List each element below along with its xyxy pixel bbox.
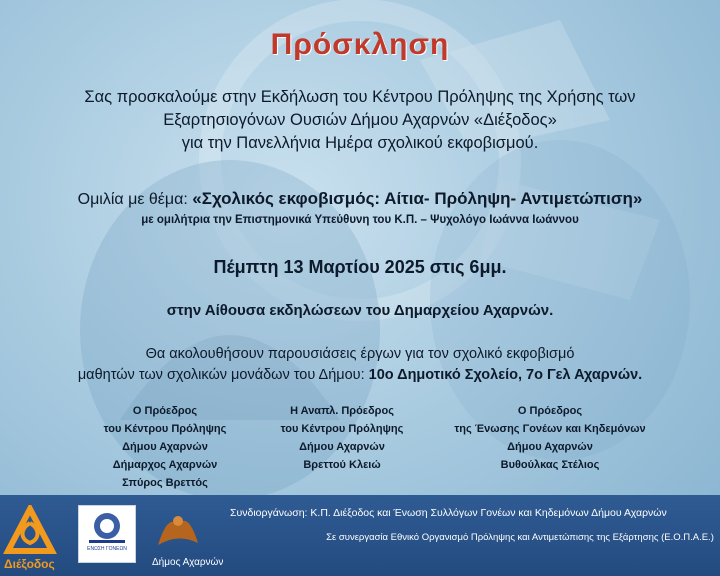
municipality-emblem-icon <box>148 505 208 555</box>
co-organization-text: Συνδιοργάνωση: Κ.Π. Διέξοδος και Ένωση Συλλόγων Γονέων και Κηδεμόνων Δήμου Αχαρνών <box>230 507 667 519</box>
page-title: Πρόσκληση <box>270 28 450 61</box>
signature-block-parents-union <box>440 402 660 474</box>
follow-line-1: Θα ακολουθήσουν παρουσιάσεις έργων για τον σχολικό εκφοβισμό <box>145 346 575 362</box>
intro-line-1: Σας προσκαλούμε στην Εκδήλωση του Κέντρου Πρόληψης της Χρήσης των <box>84 88 636 106</box>
speaker-line: με ομιλήτρια την Επιστημονικά Υπεύθυνη του Κ.Π. – Ψυχολόγο Ιωάννα Ιωάννου <box>141 214 579 226</box>
follow-line-2-prefix: μαθητών των σχολικών μονάδων του Δήμου: <box>77 367 369 383</box>
event-venue: στην Αίθουσα εκδηλώσεων του Δημαρχείου Αχαρνών. <box>166 302 554 319</box>
intro-line-3: για την Πανελλήνια Ημέρα σχολικού εκφοβισμού. <box>181 134 539 152</box>
speech-title: «Σχολικός εκφοβισμός: Αίτια- Πρόληψη- Αντιμετώπιση» <box>192 189 643 208</box>
parents-union-logo <box>78 505 136 563</box>
diexodos-logo-icon <box>0 505 60 557</box>
parents-union-logo-label: ΕΝΩΣΗ ΓΟΝΕΩΝ <box>87 546 127 552</box>
signature-line: Βρεττού Κλειώ <box>303 459 381 471</box>
speech-prefix: Ομιλία με θέμα: <box>77 191 193 208</box>
intro-line-2: Εξαρτησιογόνων Ουσιών Δήμου Αχαρνών «Διέξοδος» <box>163 111 557 129</box>
signature-line: Δήμου Αχαρνών <box>507 441 593 453</box>
municipality-logo <box>148 505 238 573</box>
signature-line: Δήμου Αχαρνών <box>299 441 385 453</box>
signature-line: Δήμαρχος Αχαρνών <box>112 459 218 471</box>
school-names: 10ο Δημοτικό Σχολείο, 7ο Γελ Αχαρνών. <box>368 367 643 383</box>
follow-line-2 <box>0 365 720 386</box>
follow-text <box>0 344 720 386</box>
diexodos-logo <box>0 505 60 573</box>
speech-topic <box>0 189 720 209</box>
signature-line: Βυθούλκας Στέλιος <box>500 459 600 471</box>
signature-line: της Ένωσης Γονέων και Κηδεμόνων <box>454 423 646 435</box>
signature-line: του Κέντρου Πρόληψης <box>280 423 404 435</box>
cooperation-text: Σε συνεργασία Εθνικό Οργανισμό Πρόληψης και Αντιμετώπισης της Εξάρτησης (Ε.Ο.Π.Α.Ε.) <box>326 532 714 543</box>
event-date: Πέμπτη 13 Μαρτίου 2025 στις 6μμ. <box>213 257 507 277</box>
parents-union-emblem-icon <box>79 506 135 546</box>
signature-block-vice-president <box>262 402 422 474</box>
municipality-logo-label: Δήμος Αχαρνών <box>152 557 224 568</box>
signature-line: Δήμου Αχαρνών <box>122 441 208 453</box>
signature-block-president <box>90 402 240 492</box>
signature-line: του Κέντρου Πρόληψης <box>103 423 227 435</box>
signature-line: Η Αναπλ. Πρόεδρος <box>290 405 394 417</box>
signature-line: Σπύρος Βρεττός <box>122 477 208 489</box>
intro-text <box>0 86 720 155</box>
signature-line: Ο Πρόεδρος <box>132 405 198 417</box>
diexodos-logo-label: Διέξοδος <box>4 557 55 571</box>
signature-line: Ο Πρόεδρος <box>517 405 583 417</box>
